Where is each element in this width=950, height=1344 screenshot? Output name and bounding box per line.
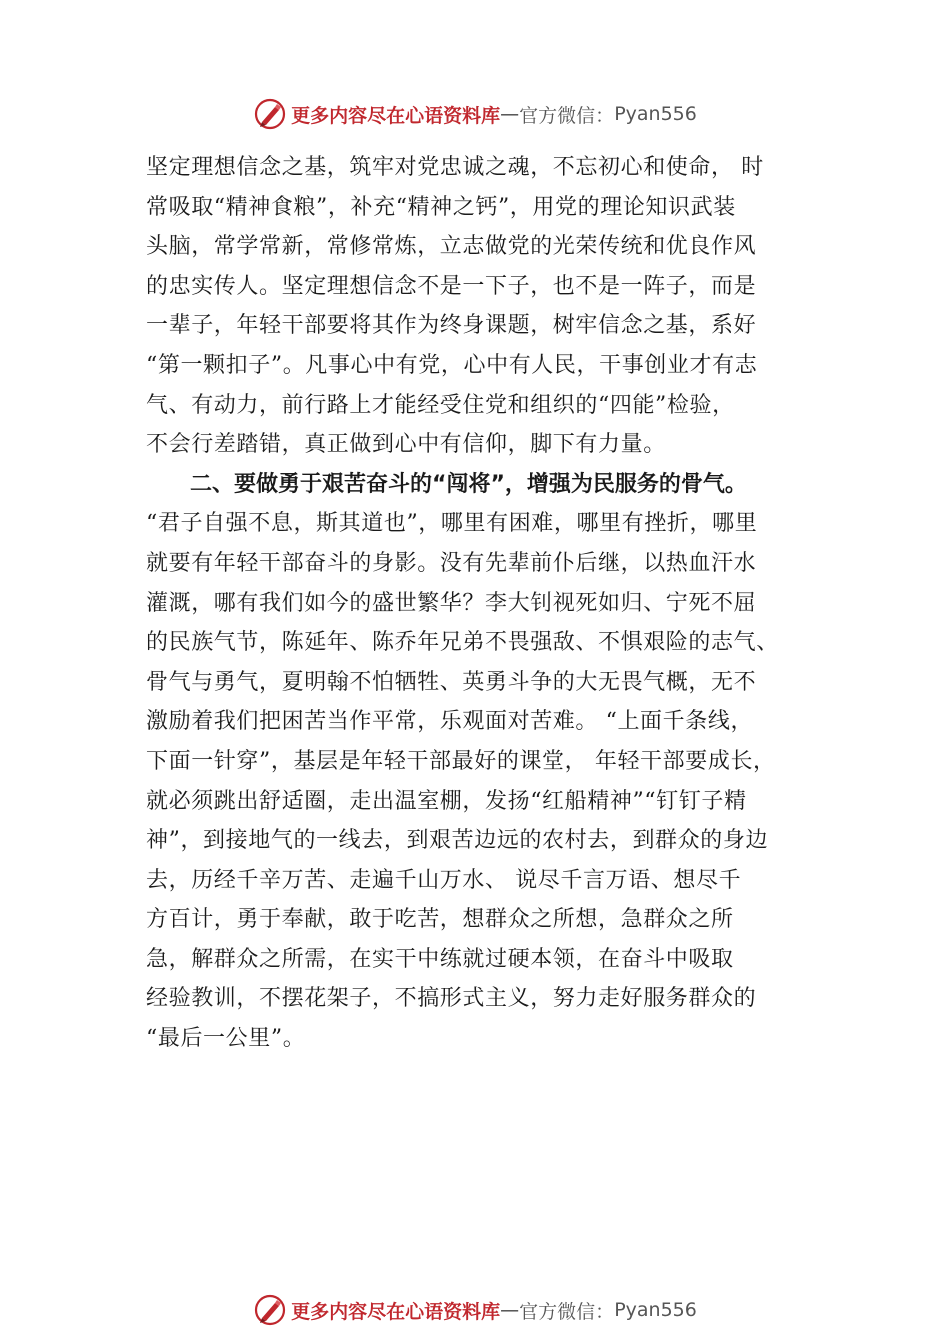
text-line: 神”，到接地气的一线去，到艰苦边远的农村去，到群众的身边: [146, 828, 769, 854]
text-line: 下面一针穿”，基层是年轻干部最好的课堂， 年轻干部要成长，: [146, 748, 776, 774]
text-line: 头脑，常学常新，常修常炼，立志做党的光荣传统和优良作风: [146, 234, 757, 260]
text-line: 就必须跳出舒适圈，走出温室棚，发扬“红船精神”“钉钉子精: [146, 788, 747, 814]
text-line: 气、有动力，前行路上才能经受住党和组织的“四能”检验，: [146, 392, 735, 418]
text-line: 常吸取“精神食粮”，补充“精神之钙”，用党的理论知识武装: [146, 194, 736, 220]
pen-logo-icon: [253, 97, 287, 131]
header-banner: [0, 94, 950, 134]
banner-text: 更多内容尽在心语资料库: [291, 104, 501, 127]
text-line: 不会行差踏错，真正做到心中有信仰，脚下有力量。: [146, 432, 666, 458]
text-line: 去，历经千辛万苦、走遍千山万水、 说尽千言万语、想尽千: [146, 867, 742, 893]
text-line: 激励着我们把困苦当作平常，乐观面对苦难。 “上面千条线，: [146, 709, 754, 735]
text-line: 急，解群众之所需，在实干中练就过硬本领，在奋斗中吸取: [146, 946, 734, 972]
banner-wechat-label: 官方微信：: [519, 1300, 615, 1323]
banner-wechat-id: Pyan556: [614, 103, 697, 125]
text-line: 的民族气节，陈延年、陈乔年兄弟不畏强敌、不惧艰险的志气、: [146, 630, 779, 656]
text-line: 的忠实传人。坚定理想信念不是一下子，也不是一阵子，而是: [146, 273, 757, 299]
pen-logo-icon: [253, 1293, 287, 1327]
text-line: 灌溉，哪有我们如今的盛世繁华？李大钊视死如归、宁死不屈: [146, 590, 757, 616]
text-line: 一辈子，年轻干部要将其作为终身课题，树牢信念之基，系好: [146, 313, 757, 339]
document-body: [146, 148, 836, 1059]
text-line: 经验教训，不摆花架子，不搞形式主义，努力走好服务群众的: [146, 986, 757, 1012]
section-heading: 二、要做勇于艰苦奋斗的“闯将”，增强为民服务的骨气。: [190, 471, 747, 497]
text-line: “最后一公里”。: [146, 1026, 306, 1052]
text-line: 就要有年轻干部奋斗的身影。没有先辈前仆后继，以热血汗水: [146, 550, 757, 576]
banner-wechat-id: Pyan556: [614, 1299, 697, 1321]
banner-dash: —: [500, 103, 520, 125]
footer-banner: [0, 1290, 950, 1330]
text-line: “君子自强不息，斯其道也”，哪里有困难，哪里有挫折，哪里: [146, 511, 758, 537]
banner-text: 更多内容尽在心语资料库: [291, 1300, 501, 1323]
text-line: 骨气与勇气，夏明翰不怕牺牲、英勇斗争的大无畏气概，无不: [146, 669, 757, 695]
text-line: 方百计，勇于奉献，敢于吃苦，想群众之所想，急群众之所: [146, 907, 734, 933]
banner-dash: —: [500, 1299, 520, 1321]
text-line: 坚定理想信念之基，筑牢对党忠诚之魂，不忘初心和使命， 时: [146, 155, 764, 180]
paragraph-1: [146, 148, 836, 465]
banner-wechat-label: 官方微信：: [519, 104, 615, 127]
text-line: “第一颗扣子”。凡事心中有党，心中有人民，干事创业才有志: [146, 352, 758, 378]
paragraph-2: [146, 504, 836, 1058]
